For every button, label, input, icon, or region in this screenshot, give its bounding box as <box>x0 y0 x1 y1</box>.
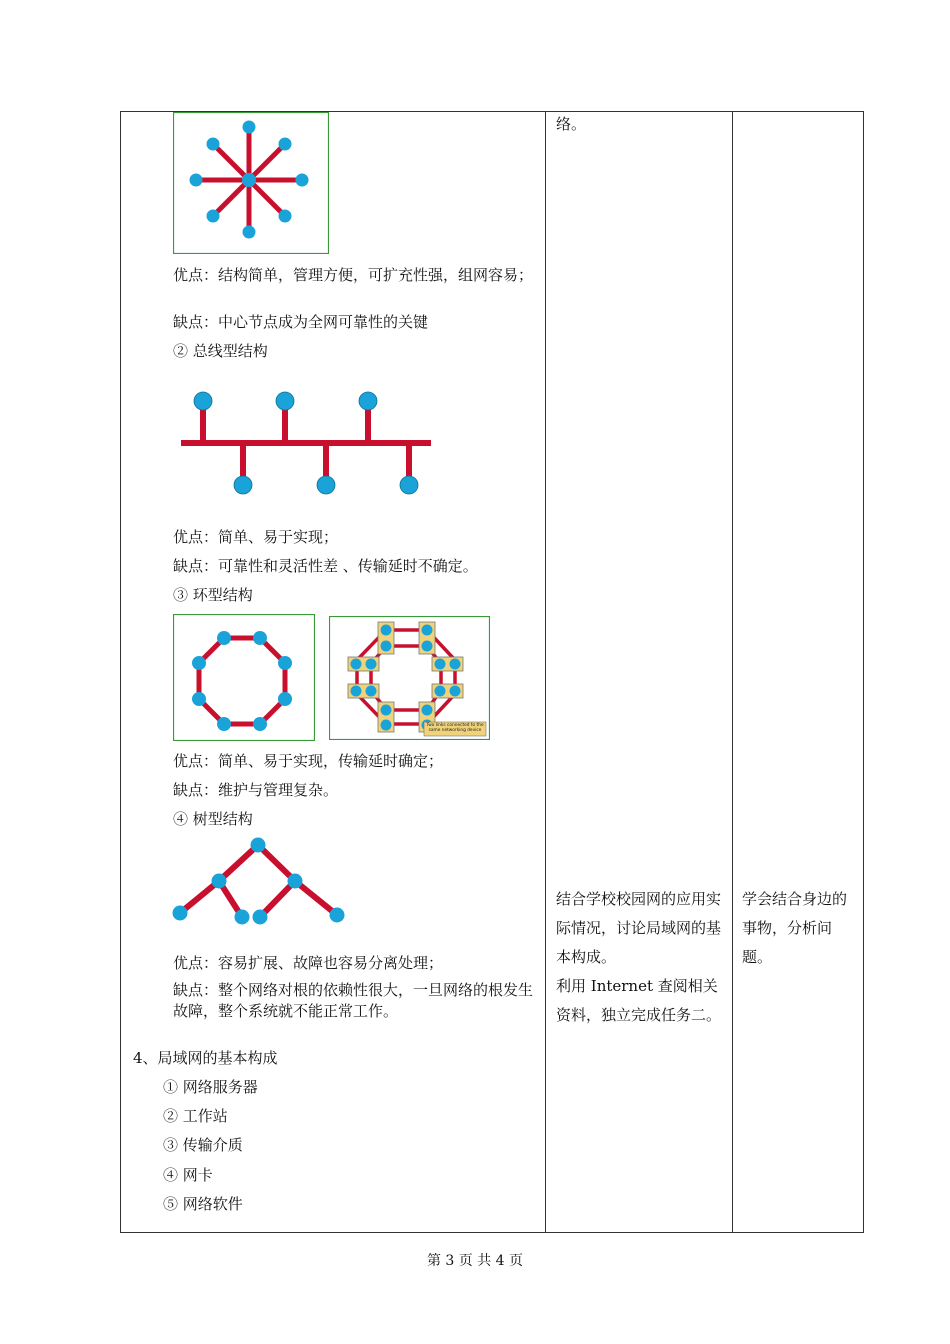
star-topology-figure <box>173 112 329 254</box>
bus-pros: 优点：简单、易于实现； <box>173 528 339 546</box>
star-cons: 缺点：中心节点成为全网可靠性的关键 <box>173 313 429 331</box>
dual-ring-topology-figure <box>329 616 490 740</box>
component-item-4: ④ 网卡 <box>163 1166 213 1184</box>
page-footer: 第 3 页 共 4 页 <box>426 1253 524 1269</box>
ring-callout-label: Two links connected to the same networking device <box>426 723 484 733</box>
activity-column <box>546 112 733 1233</box>
component-item-5: ⑤ 网络软件 <box>163 1195 243 1213</box>
ring-cons: 缺点：维护与管理复杂。 <box>173 781 339 799</box>
content-column <box>121 112 546 1233</box>
ring-pros: 优点：简单、易于实现，传输延时确定； <box>173 752 444 770</box>
star-pros: 优点：结构简单，管理方便，可扩充性强，组网容易； <box>173 266 534 284</box>
bus-heading: ② 总线型结构 <box>173 342 268 360</box>
ring-topology-figure <box>173 614 315 741</box>
component-item-3: ③ 传输介质 <box>163 1136 243 1154</box>
section-4-title: 4、局域网的基本构成 <box>133 1049 278 1067</box>
tree-heading: ④ 树型结构 <box>173 810 253 828</box>
tree-cons: 缺点：整个网络对根的依赖性很大，一旦网络的根发生故障，整个系统就不能正常工作。 <box>173 981 534 1020</box>
activity-top-text: 络。 <box>556 115 587 133</box>
lesson-table <box>120 111 864 1233</box>
goal-text: 学会结合身边的事物，分析问题。 <box>742 890 848 966</box>
bus-topology-figure <box>179 384 434 504</box>
tree-pros: 优点：容易扩展、故障也容易分离处理； <box>173 954 444 972</box>
component-item-2: ② 工作站 <box>163 1107 228 1125</box>
tree-topology-figure <box>171 835 351 930</box>
goal-column <box>733 112 864 1233</box>
ring-heading: ③ 环型结构 <box>173 586 253 604</box>
component-item-1: ① 网络服务器 <box>163 1078 258 1096</box>
activity-discussion: 结合学校校园网的应用实际情况，讨论局域网的基本构成。 <box>556 890 722 966</box>
bus-cons: 缺点：可靠性和灵活性差 、传输延时不确定。 <box>173 557 478 575</box>
activity-research: 利用 Internet 查阅相关资料，独立完成任务二。 <box>556 977 722 1024</box>
